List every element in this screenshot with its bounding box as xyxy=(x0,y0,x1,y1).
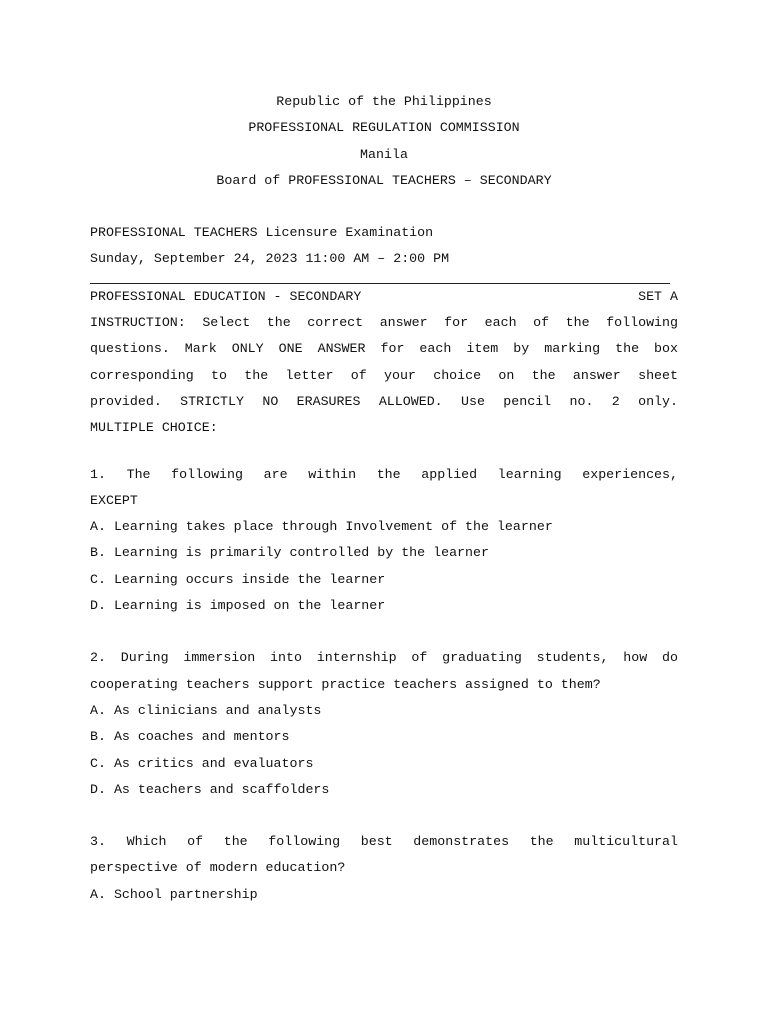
choice-d: D. Learning is imposed on the learner xyxy=(90,598,386,614)
instruction-line: INSTRUCTION: Select the correct answer for each of the following xyxy=(90,315,678,331)
question-stem: 2. During immersion into internship of graduating students, how do xyxy=(90,650,678,666)
choice-a: A. As clinicians and analysts xyxy=(90,702,322,718)
choice-a: A. School partnership xyxy=(90,886,258,902)
exam-info xyxy=(90,220,678,273)
header-commission: PROFESSIONAL REGULATION COMMISSION xyxy=(248,120,520,136)
spacer xyxy=(90,803,678,829)
instruction-line: questions. Mark ONLY ONE ANSWER for each item by marking the box xyxy=(90,341,678,357)
exam-page xyxy=(90,89,678,908)
question-stem: perspective of modern education? xyxy=(90,860,346,876)
choice-d: D. As teachers and scaffolders xyxy=(90,781,330,797)
choice-b: B. As coaches and mentors xyxy=(90,729,290,745)
spacer xyxy=(90,442,678,462)
question-3 xyxy=(90,829,678,908)
instruction-block xyxy=(90,310,678,441)
set-label: SET A xyxy=(638,288,678,304)
exam-title: PROFESSIONAL TEACHERS Licensure Examination xyxy=(90,225,434,241)
question-2 xyxy=(90,645,678,803)
spacer xyxy=(90,619,678,645)
header-country: Republic of the Philippines xyxy=(276,94,492,109)
exam-datetime: Sunday, September 24, 2023 11:00 AM – 2:00 PM xyxy=(90,251,450,267)
question-type-label: MULTIPLE CHOICE: xyxy=(90,420,218,436)
question-stem: EXCEPT xyxy=(90,492,138,508)
subject-name: PROFESSIONAL EDUCATION - SECONDARY xyxy=(90,288,362,304)
choice-c: C. As critics and evaluators xyxy=(90,755,314,771)
choice-a: A. Learning takes place through Involvement of the learner xyxy=(90,519,553,535)
header-city: Manila xyxy=(360,146,408,162)
document-header xyxy=(90,89,678,194)
header-board: Board of PROFESSIONAL TEACHERS – SECONDARY xyxy=(216,172,552,188)
instruction-line: corresponding to the letter of your choice on the answer sheet xyxy=(90,367,678,383)
question-1 xyxy=(90,462,678,620)
choice-b: B. Learning is primarily controlled by the learner xyxy=(90,545,489,561)
choice-c: C. Learning occurs inside the learner xyxy=(90,571,386,587)
question-stem: cooperating teachers support practice teachers assigned to them? xyxy=(90,676,601,692)
spacer xyxy=(90,194,678,220)
question-stem: 1. The following are within the applied learning experiences, xyxy=(90,466,678,482)
question-stem: 3. Which of the following best demonstrates the multicultural xyxy=(90,834,678,850)
instruction-line: provided. STRICTLY NO ERASURES ALLOWED. Use pencil no. 2 only. xyxy=(90,393,678,409)
subject-row xyxy=(90,284,678,310)
